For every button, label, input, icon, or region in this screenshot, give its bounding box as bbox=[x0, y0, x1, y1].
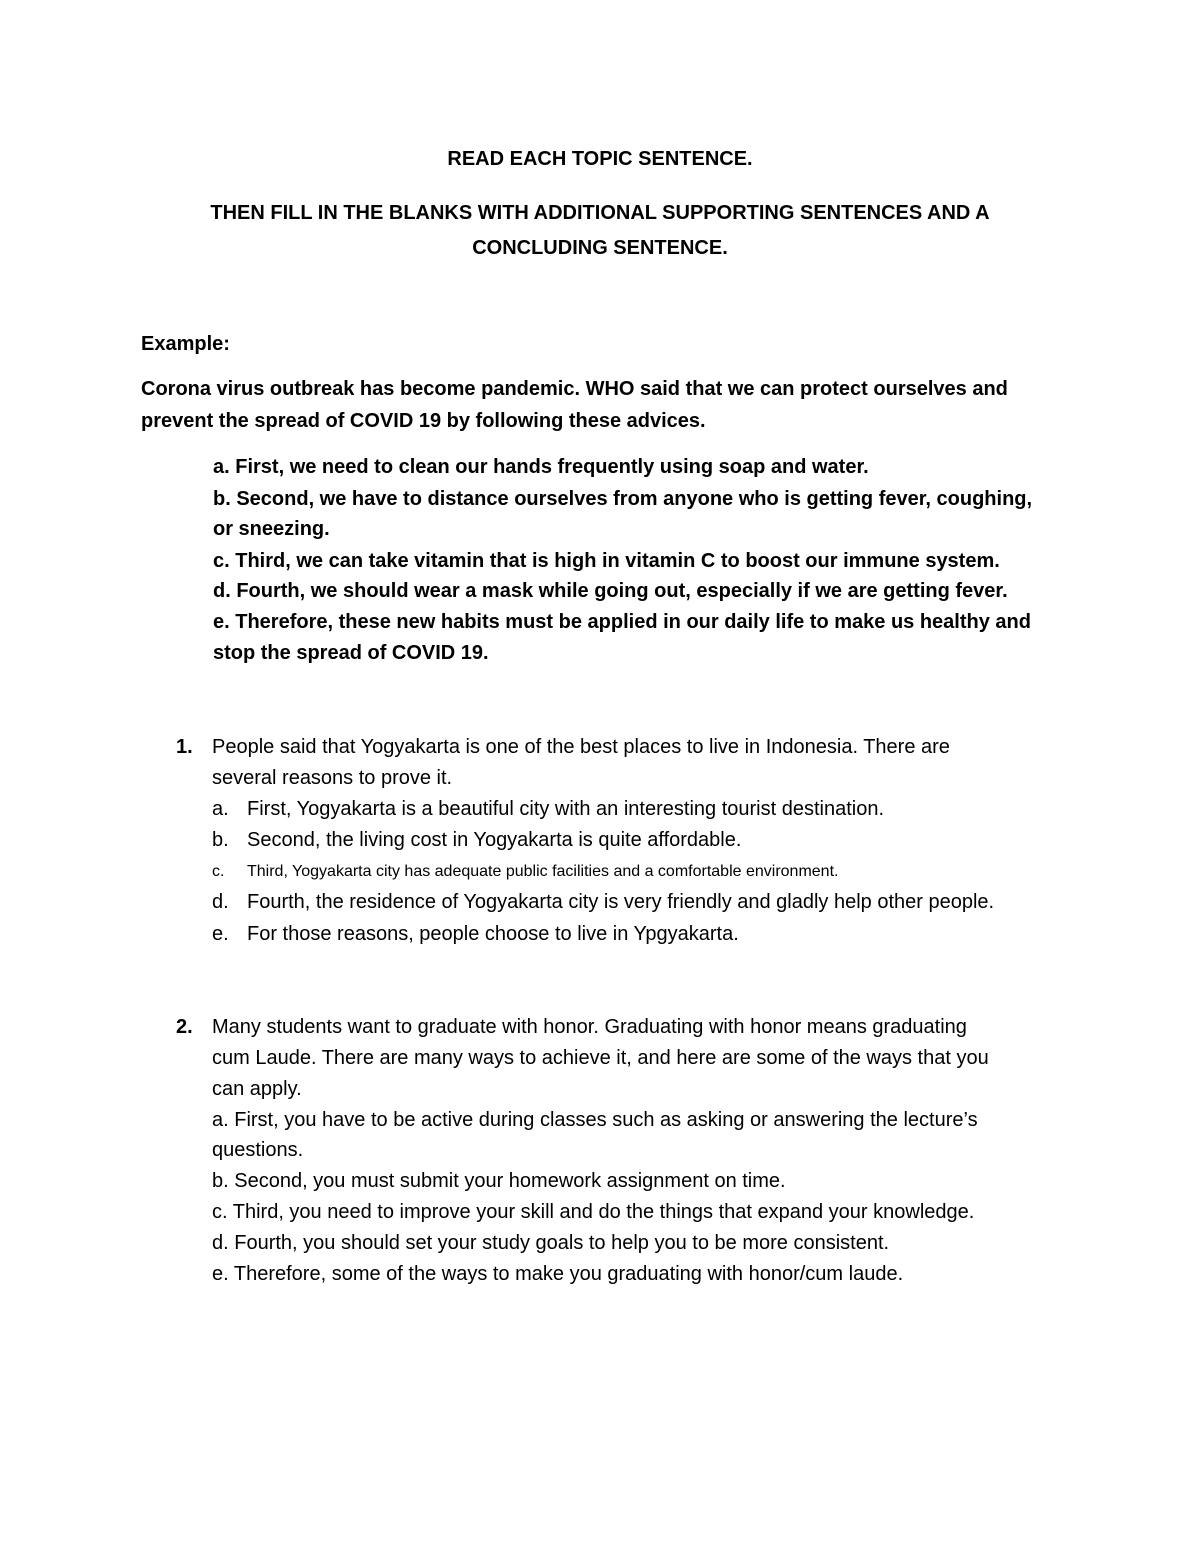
q2-item-a-line-2: questions. bbox=[212, 1139, 304, 1161]
heading-line-3: CONCLUDING SENTENCE. bbox=[472, 237, 728, 259]
q2-item-d: d. Fourth, you should set your study goals to help you to be more consistent. bbox=[212, 1232, 890, 1254]
q1-topic-line-1: People said that Yogyakarta is one of the best places to live in Indonesia. There are bbox=[212, 736, 950, 758]
example-item-e-line-2: stop the spread of COVID 19. bbox=[213, 642, 489, 664]
heading-line-2: THEN FILL IN THE BLANKS WITH ADDITIONAL SUPPORTING SENTENCES AND A bbox=[210, 202, 990, 224]
example-item-a: a. First, we need to clean our hands frequently using soap and water. bbox=[213, 456, 869, 478]
example-item-c: c. Third, we can take vitamin that is high in vitamin C to boost our immune system. bbox=[213, 550, 1000, 572]
q1-number: 1. bbox=[176, 736, 193, 758]
q1-item-b-letter: b. bbox=[212, 829, 229, 851]
example-item-e-line-1: e. Therefore, these new habits must be applied in our daily life to make us healthy and bbox=[213, 611, 1031, 633]
q1-item-a-text: First, Yogyakarta is a beautiful city with an interesting tourist destination. bbox=[247, 798, 885, 820]
q1-item-a-letter: a. bbox=[212, 798, 229, 820]
example-topic-line-2: prevent the spread of COVID 19 by following these advices. bbox=[141, 410, 706, 432]
q1-item-d-text: Fourth, the residence of Yogyakarta city is very friendly and gladly help other people. bbox=[247, 891, 995, 913]
q2-item-c: c. Third, you need to improve your skill and do the things that expand your knowledge. bbox=[212, 1201, 975, 1223]
q1-topic-line-2: several reasons to prove it. bbox=[212, 767, 453, 789]
q2-item-e: e. Therefore, some of the ways to make you graduating with honor/cum laude. bbox=[212, 1263, 904, 1285]
example-item-d: d. Fourth, we should wear a mask while going out, especially if we are getting fever. bbox=[213, 580, 1008, 602]
q2-topic-line-1: Many students want to graduate with honor. Graduating with honor means graduating bbox=[212, 1016, 967, 1038]
q1-item-b-text: Second, the living cost in Yogyakarta is quite affordable. bbox=[247, 829, 742, 851]
q2-topic-line-3: can apply. bbox=[212, 1078, 302, 1100]
q2-item-b: b. Second, you must submit your homework assignment on time. bbox=[212, 1170, 786, 1192]
example-item-b-line-2: or sneezing. bbox=[213, 518, 330, 540]
heading-line-1: READ EACH TOPIC SENTENCE. bbox=[447, 148, 753, 170]
q1-item-e-text: For those reasons, people choose to live in Ypgyakarta. bbox=[247, 923, 739, 945]
q2-item-a-line-1: a. First, you have to be active during classes such as asking or answering the lecture’s bbox=[212, 1109, 978, 1131]
q1-item-e-letter: e. bbox=[212, 923, 229, 945]
example-topic-line-1: Corona virus outbreak has become pandemic. WHO said that we can protect ourselves and bbox=[141, 378, 1008, 400]
q1-item-c-text: Third, Yogyakarta city has adequate public facilities and a comfortable environment. bbox=[247, 863, 839, 880]
q2-topic-line-2: cum Laude. There are many ways to achieve it, and here are some of the ways that you bbox=[212, 1047, 989, 1069]
example-label: Example: bbox=[141, 333, 230, 355]
q1-item-c-letter: c. bbox=[212, 863, 225, 880]
example-item-b-line-1: b. Second, we have to distance ourselves from anyone who is getting fever, coughing, bbox=[213, 488, 1033, 510]
q2-number: 2. bbox=[176, 1016, 193, 1038]
q1-item-d-letter: d. bbox=[212, 891, 229, 913]
